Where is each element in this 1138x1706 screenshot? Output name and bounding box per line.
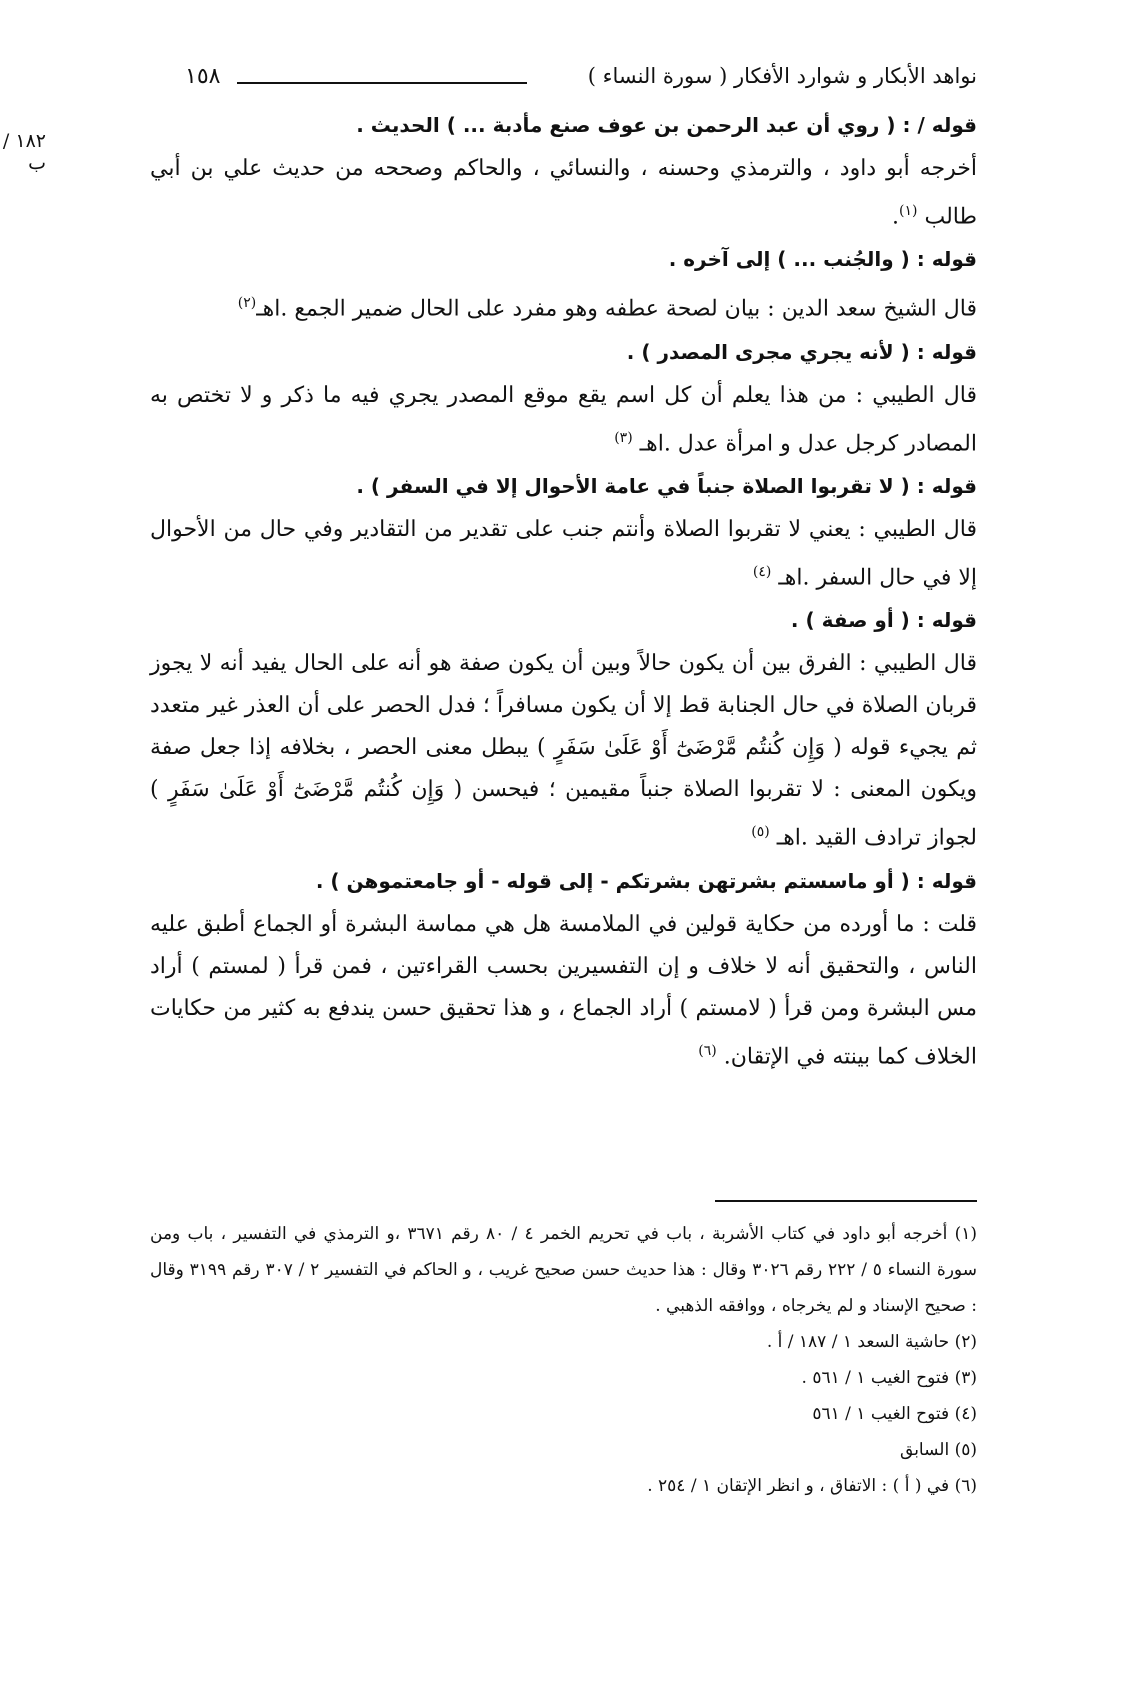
footnote-ref-6: (٦): [698, 1042, 717, 1059]
heading-1: قوله / : ( روي أن عبد الرحمن بن عوف صنع مأدبة ... ) الحديث .: [356, 113, 977, 137]
header-title: نواهد الأبكار و شوارد الأفكار ( سورة النساء ): [587, 64, 977, 88]
footnote-ref-1: (١): [899, 203, 918, 219]
heading-3: قوله : ( لأنه يجري مجرى المصدر ) .: [626, 339, 977, 364]
paragraph-5: [150, 643, 977, 859]
footnote-4: (٤) فتوح الغيب ١ / ٥٦١: [812, 1404, 977, 1424]
paragraph-4: [150, 509, 977, 599]
heading-6: قوله : ( أو ماسستم بشرتهن بشرتكم - إلى قوله - أو جامعتموهن ) .: [315, 868, 977, 893]
paragraph-3: [150, 375, 977, 465]
footnote-ref-2: (٢): [237, 295, 257, 312]
margin-folio-note: ١٨٢ / ب: [2, 130, 46, 174]
heading-4: قوله : ( لا تقربوا الصلاة جنباً في عامة الأحوال إلا في السفر ) .: [356, 473, 977, 498]
paragraph-6: [150, 904, 977, 1078]
footnote-5: (٥) السابق: [900, 1440, 977, 1460]
paragraph-2-text: قال الشيخ سعد الدين : بيان لصحة عطفه وهو مفرد على الحال ضمير الجمع .اهـ: [256, 296, 977, 322]
header-rule: [237, 82, 527, 84]
heading-2: قوله : ( والجُنب ... ) إلى آخره .: [668, 247, 977, 272]
paragraph-6-text: قلت : ما أورده من حكاية قولين في الملامسة هل هي مماسة البشرة أو الجماع أطبق عليه الناس ، والتحقيق أنه لا خلاف و إن التفسيرين بحسب القراءتين ، فمن قرأ ( لمستم ) أراد مس البشرة ومن قرأ ( لامستم ) أراد الجماع ، و هذا تحقيق حسن يندفع به كثير من حكايات الخلاف كما بينته في الإتقان.: [150, 911, 977, 1069]
paragraph-5-text: قال الطيبي : الفرق بين أن يكون حالاً وبين أن يكون صفة هو أنه على الحال يفيد أنه لا يجوز قربان الصلاة في حال الجنابة قط إلا أن يكون مسافراً ؛ فدل الحصر على أن العذر غير متعدد ثم يجيء قوله ( وَإِن كُنتُم مَّرْضَىٰٓ أَوْ عَلَىٰ سَفَرٍ ) يبطل معنى الحصر ، بخلافه إذا جعل صفة ويكون المعنى : لا تقربوا الصلاة جنباً مقيمين ؛ فيحسن ( وَإِن كُنتُم مَّرْضَىٰٓ أَوْ عَلَىٰ سَفَرٍ ) لجواز ترادف القيد .اهـ: [150, 651, 977, 851]
footnote-3: (٣) فتوح الغيب ١ / ٥٦١ .: [801, 1368, 977, 1388]
paragraph-1: أخرجه أبو داود ، والترمذي وحسنه ، والنسائي ، والحاكم وصححه من حديث علي بن أبي طالب $^{(١)}$.: [150, 156, 977, 230]
main-text: [150, 104, 977, 1082]
footnotes: [150, 1200, 977, 1504]
paragraph-1-text: أخرجه أبو داود ، والترمذي وحسنه ، والنسائي ، والحاكم وصححه من حديث علي بن أبي طالب: [150, 156, 977, 230]
running-header: [185, 58, 977, 98]
footnote-2: (٢) حاشية السعد ١ / ١٨٧ / أ .: [766, 1332, 977, 1352]
footnote-ref-3: (٣): [614, 429, 633, 446]
paragraph-4-text: قال الطيبي : يعني لا تقربوا الصلاة وأنتم جنب على تقدير من التقادير وفي حال من الأحوال إلا في حال السفر .اهـ: [150, 516, 977, 591]
heading-5: قوله : ( أو صفة ) .: [790, 608, 977, 633]
footnote-ref-4: (٤): [752, 563, 772, 580]
paragraph-3-text: قال الطيبي : من هذا يعلم أن كل اسم يقع موقع المصدر يجري فيه ما ذكر و لا تختص به المصادر كرجل عدل و امرأة عدل .اهـ: [150, 382, 977, 456]
footnote-1: (١) أخرجه أبو داود في كتاب الأشربة ، باب في تحريم الخمر ٤ / ٨٠ رقم ٣٦٧١ ،و الترمذي في التفسير ، باب ومن سورة النساء ٥ / ٢٢٢ رقم ٣٠٢٦ وقال : هذا حديث حسن صحيح غريب ، و الحاكم في التفسير ٢ / ٣٠٧ رقم ٣١٩٩ وقال : صحيح الإسناد و لم يخرجاه ، ووافقه الذهبي .: [150, 1224, 977, 1316]
footnote-rule: [715, 1200, 977, 1202]
footnote-6: (٦) في ( أ ) : الاتفاق ، و انظر الإتقان ١ / ٢٥٤ .: [647, 1476, 977, 1496]
paragraph-2: [150, 282, 977, 330]
page-number: ١٥٨: [185, 64, 221, 89]
footnote-ref-5: (٥): [751, 824, 770, 841]
